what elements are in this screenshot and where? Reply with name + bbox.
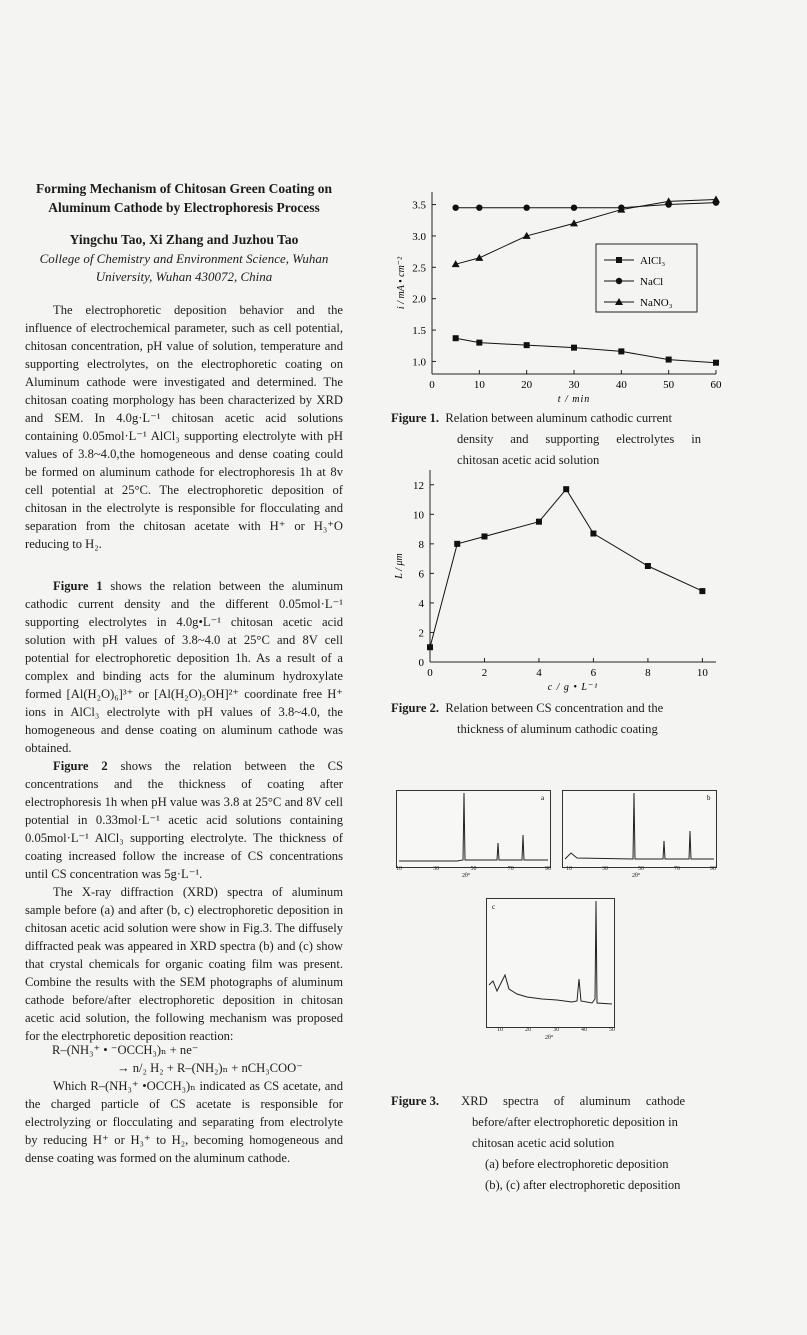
x-tick-label: 8 bbox=[645, 667, 651, 679]
xrd-b-tick: 70 bbox=[674, 866, 680, 872]
x-tick-label: 20 bbox=[521, 379, 533, 391]
x-tick-label: 0 bbox=[429, 379, 435, 391]
xrd-panel-a-label: a bbox=[541, 794, 545, 802]
paragraph-conclusion-text: Which R–(NH₃⁺ •OCCH₃)ₙ indicated as CS acetate, and the charged particle of CS acetate is responsible for electrolyzing or flocculating and separating from electrolyte by reducing H⁺ or H₃⁺ to H₂, becoming homogeneous and dense coating was formed on the aluminum cathode. bbox=[25, 1079, 343, 1165]
figure3-caption-line5: (b), (c) after electrophoretic deposition bbox=[485, 1178, 681, 1192]
x-tick-label: 50 bbox=[663, 379, 675, 391]
xrd-a-tick: 70 bbox=[507, 866, 514, 872]
data-point bbox=[453, 335, 459, 341]
xrd-a-xlabel: 2θ° bbox=[462, 873, 471, 879]
y-axis-label: L / μm bbox=[394, 553, 405, 579]
x-tick-label: 10 bbox=[473, 379, 485, 391]
y-tick-label: 2 bbox=[418, 627, 424, 640]
abstract bbox=[25, 301, 343, 553]
xrd-spectrum-a bbox=[397, 791, 550, 867]
data-point bbox=[666, 357, 672, 363]
data-point bbox=[712, 196, 720, 203]
xrd-axis-c bbox=[497, 1027, 615, 1033]
figure3-label: Figure 3. bbox=[391, 1094, 440, 1108]
x-axis-label: t / min bbox=[557, 394, 591, 405]
series-line bbox=[456, 338, 716, 362]
paragraph-figure2-text: shows the relation between the CS concentrations and the thickness of coating after electrophoresis 1h when pH value was 3.8 at 25°C and 8V cell potential in 0.33mol·L⁻¹ acetic acid solutions containing 0.05mol·L⁻¹ AlCl₃ supporting electrolyte. The thickness of coating increased follow the increase of CS concentrations until CS concentration was 5g·L⁻¹. bbox=[25, 759, 343, 881]
equation-line-2: → n/₂ H₂ + R–(NH₂)ₙ + nCH₃COO⁻ bbox=[117, 1061, 303, 1075]
xrd-b-tick: 30 bbox=[602, 866, 608, 872]
xrd-axis-a bbox=[396, 866, 551, 872]
data-point bbox=[590, 531, 596, 537]
legend-label: AlCl₃ bbox=[640, 255, 666, 267]
data-point bbox=[452, 204, 458, 210]
figure2-label: Figure 2. bbox=[391, 701, 440, 715]
data-point bbox=[427, 644, 433, 650]
paragraph-figure2 bbox=[25, 757, 343, 883]
xrd-panel-c bbox=[486, 898, 615, 1028]
xrd-a-tick: 30 bbox=[433, 866, 440, 872]
figure3-caption bbox=[391, 1091, 706, 1196]
figure3-caption-line2: before/after electrophoretic deposition in bbox=[472, 1115, 678, 1129]
data-point bbox=[571, 204, 577, 210]
y-tick-label: 0 bbox=[418, 657, 424, 669]
xrd-b-tick: 10 bbox=[566, 866, 572, 872]
xrd-c-tick: 10 bbox=[497, 1027, 503, 1033]
data-point bbox=[475, 254, 483, 261]
xrd-c-xlabel: 2θ° bbox=[545, 1035, 554, 1041]
figure2-caption-line1: Relation between CS concentration and the bbox=[445, 701, 664, 715]
figure1-ref: Figure 1 bbox=[53, 579, 103, 593]
xrd-a-tick: 10 bbox=[396, 866, 402, 872]
y-tick-label: 1.0 bbox=[412, 356, 426, 369]
x-tick-label: 60 bbox=[710, 379, 722, 391]
xrd-axis-b bbox=[566, 866, 716, 872]
figure1-caption-line1: Relation between aluminum cathodic current bbox=[445, 411, 672, 425]
x-axis-label: c / g • L⁻¹ bbox=[547, 682, 599, 693]
y-tick-label: 3.5 bbox=[412, 199, 426, 212]
x-tick-label: 10 bbox=[696, 667, 708, 679]
paragraph-figure1-text: shows the relation between the aluminum cathodic current density and the different 0.05mol·L⁻¹ supporting electrolytes in 4.0g•L⁻¹ chitosan acetic acid solution with pH values of 3.8~4.0 at 25°C and 8V cell potential for electrophoretic deposition 1h. As a result of a complex and binding acts for the aluminum hydroxylate formed [Al(H₂O)₆]³⁺ or [Al(H₂O)₅OH]²⁺ coordinate free H⁺ ions in AlCl₃ electrolyte with pH values of 3.8~4.0, the homogeneous and dense coating on aluminum cathode was obtained. bbox=[25, 579, 343, 755]
figure1-label: Figure 1. bbox=[391, 411, 440, 425]
abstract-text: The electrophoretic deposition behavior and the influence of electrochemical parameter, such as cell potential, chitosan concentration, pH value of solution, temperature and supporting electrolytes, on the electrophoretic coating on Aluminum cathode were investigated and determined. The chitosan coating morphology has been characterized by XRD and SEM. In 4.0g·L⁻¹ chitosan acetic acid solutions containing 0.05mol·L⁻¹ AlCl₃ supporting electrolyte with pH values of 3.8~4.0,the homogeneous and dense coating could be formed on aluminum cathode for electrophoresis 1h at 8v cell potential at 25°C. The electrophoretic deposition of chitosan in the electrolyte is responsible for flocculating and separation from the chitosan acetate with H⁺ or H₃⁺O reducing to H₂. bbox=[25, 303, 343, 551]
data-point bbox=[571, 345, 577, 351]
data-point bbox=[523, 204, 529, 210]
x-tick-label: 40 bbox=[615, 379, 627, 391]
xrd-panel-c-label: c bbox=[492, 903, 496, 911]
xrd-spectrum-c bbox=[487, 899, 614, 1027]
xrd-panel-a bbox=[396, 790, 551, 868]
authors: Yingchu Tao, Xi Zhang and Juzhou Tao bbox=[69, 232, 299, 247]
figure2-ref: Figure 2 bbox=[53, 759, 108, 773]
data-point bbox=[645, 563, 651, 569]
xrd-b-tick: 50 bbox=[638, 866, 644, 872]
figure1-chart bbox=[360, 180, 720, 410]
legend-marker bbox=[616, 257, 622, 263]
y-tick-label: 10 bbox=[413, 509, 424, 522]
body-text bbox=[25, 577, 343, 1045]
figure3-caption-line4: (a) before electrophoretic deposition bbox=[485, 1157, 669, 1171]
figure2-chart bbox=[360, 466, 720, 698]
data-point bbox=[713, 360, 719, 366]
affiliation: College of Chemistry and Environment Science, Wuhan University, Wuhan 430072, China bbox=[39, 251, 329, 284]
legend-marker bbox=[616, 278, 622, 284]
y-tick-label: 2.0 bbox=[412, 293, 426, 306]
data-point bbox=[524, 342, 530, 348]
x-tick-label: 30 bbox=[568, 379, 580, 391]
xrd-c-tick: 50 bbox=[609, 1027, 615, 1033]
data-point bbox=[618, 348, 624, 354]
figure2-caption bbox=[391, 698, 706, 740]
data-point bbox=[454, 541, 460, 547]
y-tick-label: 4 bbox=[418, 597, 424, 610]
paragraph-conclusion bbox=[25, 1077, 343, 1167]
y-tick-label: 12 bbox=[413, 479, 424, 492]
xrd-c-tick: 30 bbox=[553, 1027, 559, 1033]
xrd-spectrum-b bbox=[563, 791, 716, 867]
figure1-caption-line2: density and supporting electrolytes in bbox=[457, 432, 701, 446]
series-line bbox=[430, 489, 702, 647]
y-tick-label: 2.5 bbox=[412, 262, 426, 275]
xrd-c-tick: 20 bbox=[525, 1027, 531, 1033]
paragraph-xrd: The X-ray diffraction (XRD) spectra of aluminum sample before (a) and after (b, c) electrophoretic deposition in chitosan acetic acid solution were show in Fig.3. The diffusely diffracted peak was appeared in XRD spectra (b) and (c) show that crystal chemicals for organic coating film was present. Combine the results with the SEM photographs of aluminum cathode before/after electrophoretic deposition in chitosan acetic acid solution, the following mechanism was proposed for the electrphoretic deposition reaction: bbox=[25, 885, 343, 1043]
paragraph-figure1 bbox=[25, 577, 343, 757]
legend-label: NaCl bbox=[640, 276, 664, 288]
xrd-a-tick: 50 bbox=[470, 866, 477, 872]
x-tick-label: 6 bbox=[590, 667, 597, 679]
xrd-c-tick: 40 bbox=[581, 1027, 587, 1033]
y-tick-label: 3.0 bbox=[412, 230, 426, 243]
figure1-caption bbox=[391, 408, 701, 471]
legend-label: NaNO₃ bbox=[640, 297, 673, 309]
xrd-b-tick: 90 bbox=[710, 866, 716, 872]
paper-title: Forming Mechanism of Chitosan Green Coating on Aluminum Cathode by Electrophoresis Process bbox=[36, 181, 332, 215]
xrd-panel-b bbox=[562, 790, 717, 868]
y-tick-label: 8 bbox=[418, 538, 424, 551]
y-axis-label: i / mA • cm⁻² bbox=[396, 256, 407, 310]
data-point bbox=[481, 533, 487, 539]
series-line bbox=[456, 200, 716, 265]
data-point bbox=[563, 486, 569, 492]
x-tick-label: 2 bbox=[481, 667, 488, 679]
data-point bbox=[536, 519, 542, 525]
x-tick-label: 0 bbox=[427, 667, 433, 679]
y-tick-label: 1.5 bbox=[412, 325, 426, 338]
figure3-caption-line1: XRD spectra of aluminum cathode bbox=[461, 1094, 686, 1108]
xrd-b-xlabel: 2θ° bbox=[632, 873, 641, 879]
equation-line-1: R–(NH₃⁺ • ⁻OCCH₃)ₙ + ne⁻ bbox=[52, 1043, 199, 1057]
figure2-caption-line2: thickness of aluminum cathodic coating bbox=[457, 722, 658, 736]
y-tick-label: 6 bbox=[418, 568, 424, 581]
xrd-a-tick: 90 bbox=[545, 866, 551, 872]
x-tick-label: 4 bbox=[536, 667, 542, 679]
data-point bbox=[476, 340, 482, 346]
xrd-panel-b-label: b bbox=[707, 794, 711, 802]
data-point bbox=[699, 588, 705, 594]
series-line bbox=[456, 203, 716, 208]
figure1-caption-line3: chitosan acetic acid solution bbox=[457, 453, 600, 467]
data-point bbox=[476, 204, 482, 210]
figure3-caption-line3: chitosan acetic acid solution bbox=[472, 1136, 615, 1150]
